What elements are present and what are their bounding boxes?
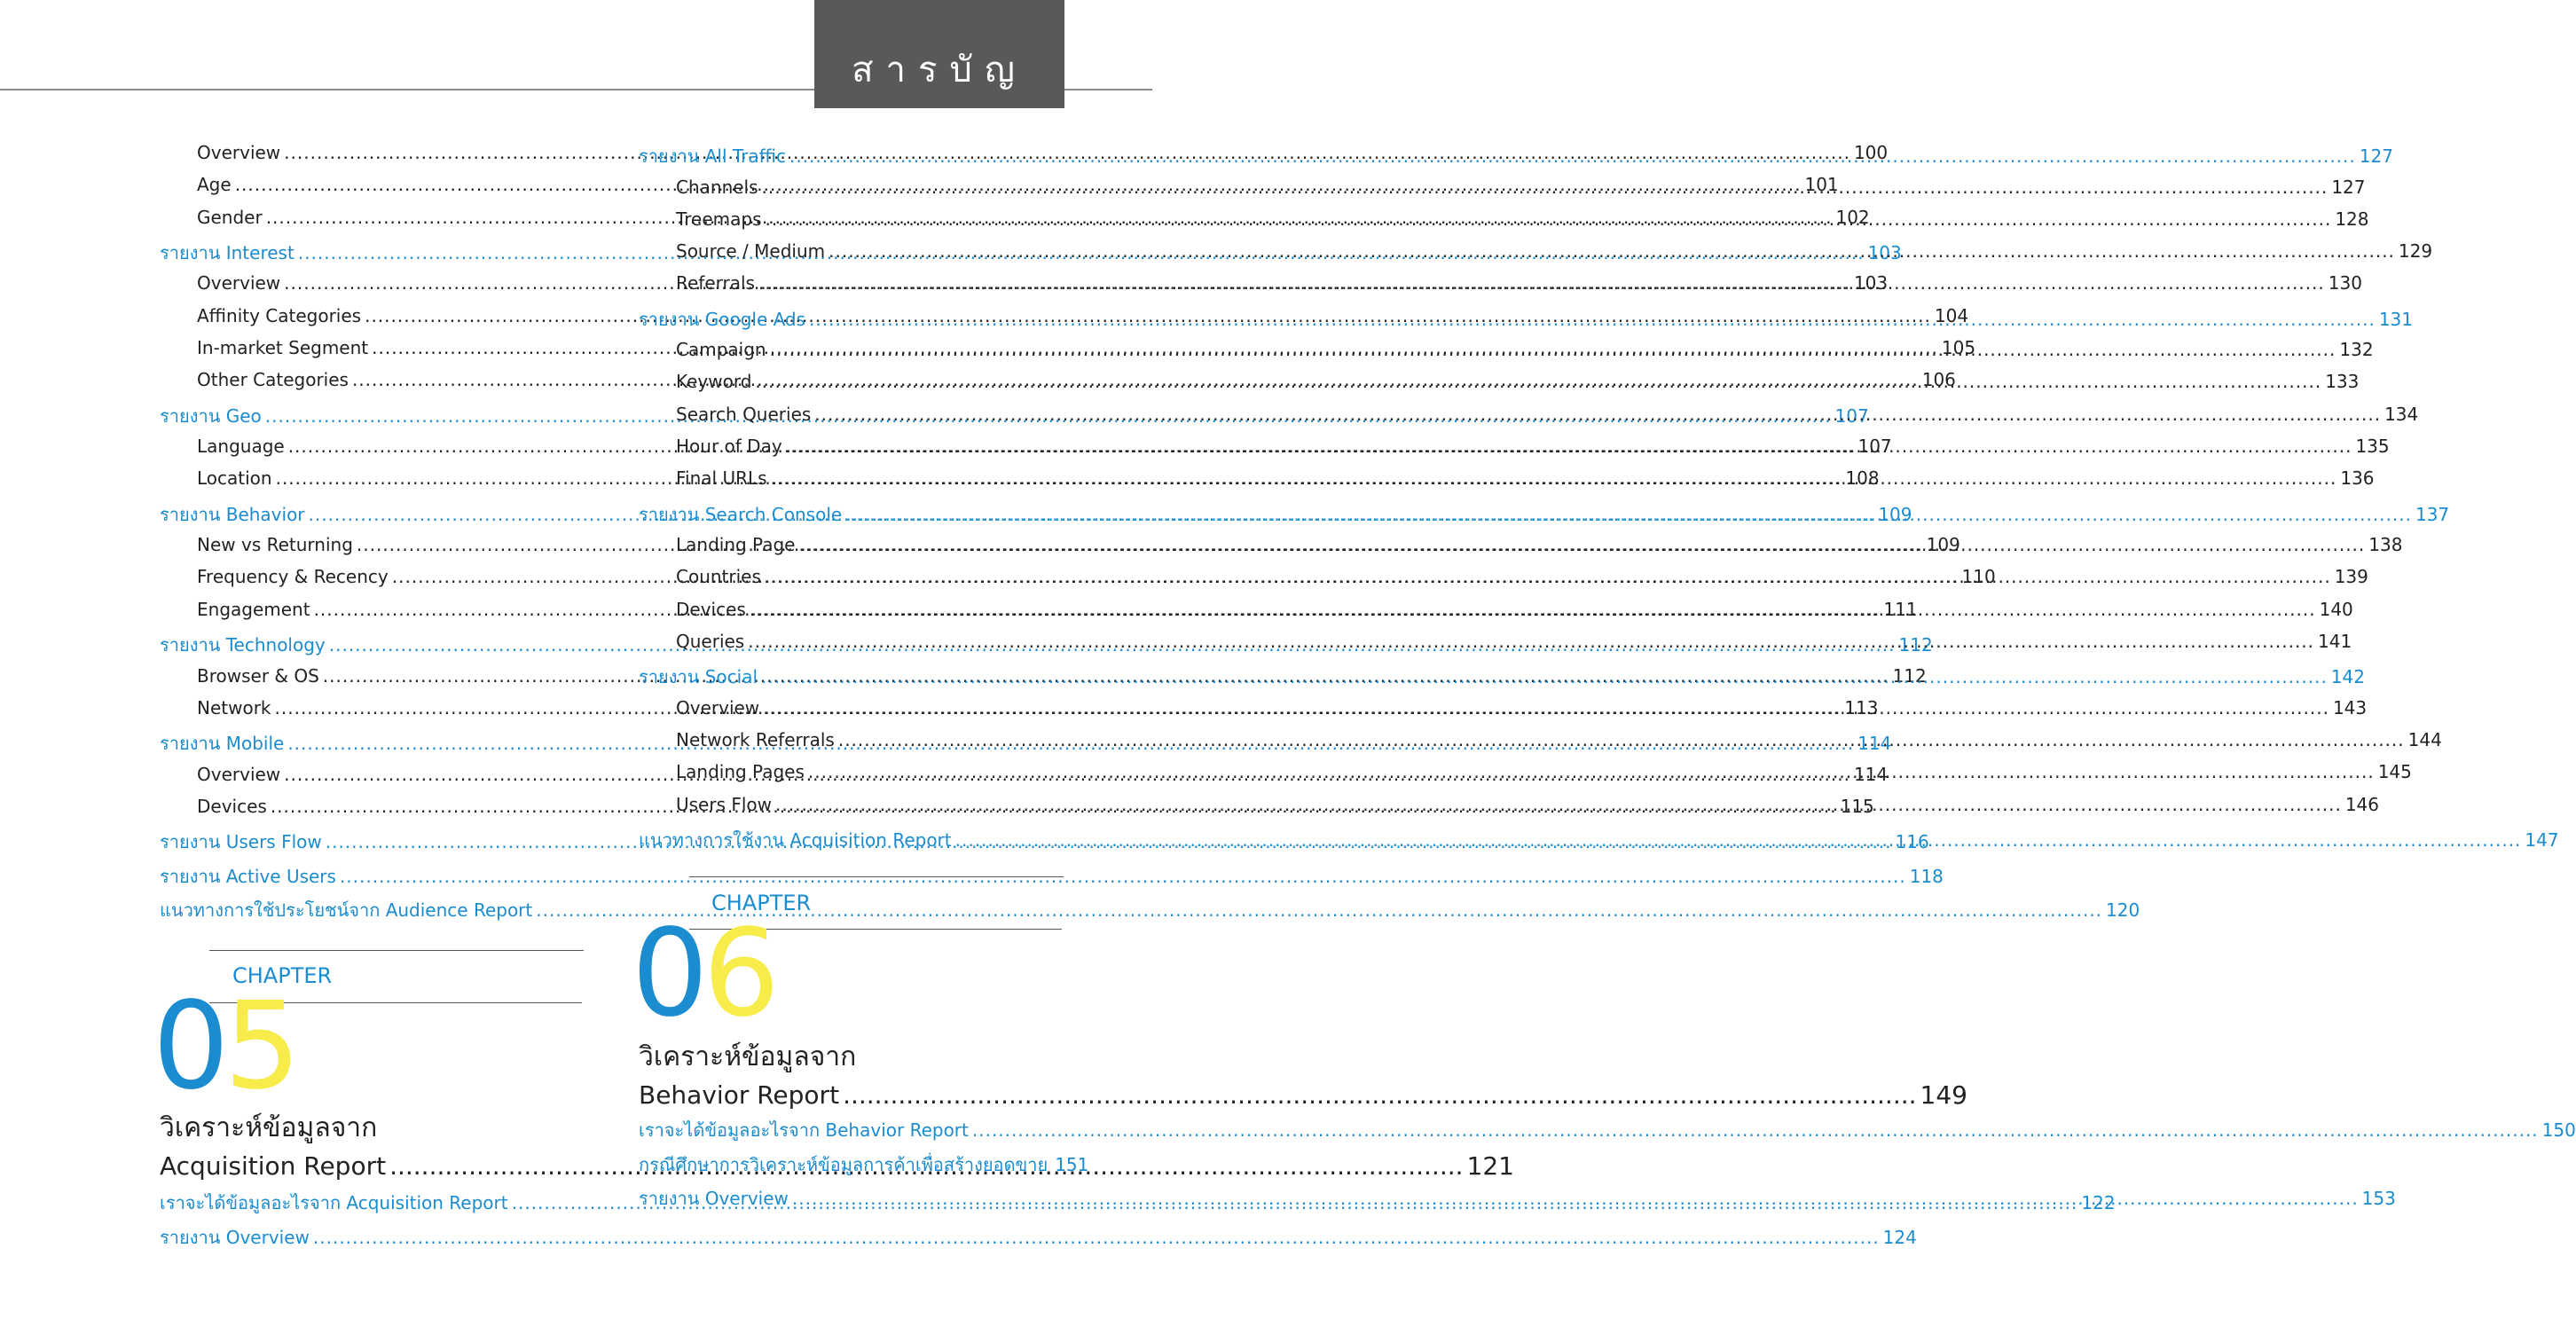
toc-entry-title: รายงาน All Traffic: [639, 145, 786, 167]
toc-entry-page: 115: [1840, 795, 1874, 817]
toc-section-entry[interactable]: [639, 1116, 2576, 1150]
toc-entry-page: 144: [2407, 729, 2442, 751]
leader-dots: [762, 177, 2329, 198]
toc-entry-page: 143: [2332, 696, 2368, 718]
toc-entry-title: รายงาน Overview: [160, 1226, 310, 1248]
toc-entry-page: 111: [1883, 598, 1918, 620]
leader-dots: [761, 666, 2328, 687]
leader-dots: [748, 631, 2314, 652]
toc-entry-page: 109: [1878, 503, 1912, 525]
toc-entry-page: 145: [2377, 761, 2412, 783]
leader-dots: [798, 534, 2365, 555]
leader-dots: [750, 599, 2316, 620]
toc-entry-title: Devices: [197, 795, 267, 817]
toc-entry-page: 113: [1844, 696, 1879, 718]
leader-dots: [843, 1080, 1916, 1110]
chapter-6-digit-2: 6: [703, 904, 775, 1044]
toc-entry-page: 135: [2355, 436, 2390, 458]
toc-entry-page: 104: [1934, 304, 1969, 326]
toc-entry-title: รายงาน Interest: [160, 241, 295, 263]
toc-entry-title: Users Flow: [676, 793, 773, 815]
leader-dots: [786, 436, 2352, 457]
toc-entry-page: 110: [1961, 566, 1996, 588]
toc-entry-title: กรณีศึกษาการวิเคราะห์ข้อมูลการค้าเพื่อสร้างยอดขาย: [639, 1153, 1048, 1175]
toc-section-entry[interactable]: [160, 1223, 1917, 1258]
toc-entry-page: 127: [2331, 176, 2366, 198]
toc-entry-title: Hour of Day: [676, 436, 782, 458]
toc-entry-page: 151: [1055, 1153, 1089, 1175]
toc-entry-page: 142: [2330, 666, 2365, 688]
toc-entry-title: Gender: [197, 206, 263, 228]
toc-entry-page: 120: [2106, 899, 2140, 922]
toc-entry-title: Browser & OS: [197, 664, 319, 687]
toc-entry-title: รายงาน Users Flow: [160, 831, 322, 853]
toc-entry-title: In-market Segment: [197, 336, 369, 358]
chapter-6-digit-1: 0: [632, 904, 703, 1044]
chapter-6-label: CHAPTER: [711, 891, 812, 915]
toc-entry-title: รายงาน Overview: [639, 1188, 789, 1209]
toc-entry-title: Overview: [197, 272, 281, 294]
toc-section-entry[interactable]: [160, 862, 1944, 897]
toc-entry-page: 107: [1834, 404, 1869, 427]
toc-entry-title: Channels: [676, 176, 758, 198]
toc-section-entry[interactable]: [639, 1150, 1089, 1185]
leader-dots: [955, 829, 2522, 851]
leader-dots: [808, 761, 2375, 782]
toc-entry-page: 102: [1835, 206, 1870, 228]
toc-entry-title: Overview: [197, 142, 281, 163]
toc-entry-page: 141: [2318, 631, 2352, 653]
toc-entry-page: 136: [2340, 467, 2375, 490]
toc-entry-title: Language: [197, 436, 285, 458]
toc-entry-page: 153: [2361, 1188, 2396, 1209]
leader-dots: [770, 336, 2336, 360]
leader-dots: [765, 566, 2331, 587]
toc-entry-title: Network Referrals: [676, 729, 835, 751]
chapter-5-number: [153, 977, 296, 1117]
toc-entry-page: 106: [1921, 369, 1956, 391]
leader-dots: [340, 866, 1906, 887]
toc-entry-title: รายงาน Social: [639, 666, 758, 688]
chapter-5-digit-1: 0: [153, 977, 224, 1117]
toc-entry-title: Landing Pages: [676, 761, 805, 783]
toc-entry-page: 101: [1804, 174, 1839, 196]
toc-entry-page: 147: [2525, 829, 2559, 852]
leader-dots: [775, 794, 2342, 815]
toc-entry-title: รายงาน Behavior: [160, 503, 305, 525]
toc-entry-title: Affinity Categories: [197, 304, 362, 326]
toc-entry-page: 132: [2339, 339, 2374, 361]
toc-entry-title: New vs Returning: [197, 534, 353, 556]
toc-entry-title: Other Categories: [197, 369, 349, 391]
title-box: [814, 0, 1064, 108]
toc-entry-title: รายงาน Mobile: [160, 733, 285, 755]
toc-entry-page: 107: [1857, 436, 1892, 458]
toc-entry-title: Referrals: [676, 272, 755, 294]
toc-entry-title: Age: [197, 174, 232, 196]
leader-dots: [845, 504, 2412, 525]
leader-dots: [771, 467, 2337, 489]
toc-entry-title: รายงาน Search Console: [639, 503, 843, 525]
toc-entry-title: รายงาน Google Ads: [639, 308, 806, 330]
toc-entry-page: 114: [1853, 763, 1889, 785]
leader-dots: [792, 1188, 2359, 1209]
toc-entry-page: 138: [2368, 534, 2403, 556]
toc-entry-page: 137: [2415, 503, 2450, 525]
toc-entry-page: 131: [2378, 308, 2414, 330]
toc-entry-page: 116: [1895, 831, 1929, 853]
toc-entry-title: Overview: [197, 763, 281, 785]
leader-dots: [755, 371, 2321, 392]
leader-dots: [972, 1119, 2539, 1141]
toc-entry-page: 114: [1857, 733, 1892, 755]
leader-dots: [838, 729, 2405, 750]
chapter-5-title-page: 121: [1466, 1151, 1514, 1181]
leader-dots: [313, 1227, 1880, 1248]
toc-entry-title: เราจะได้ข้อมูลอะไรจาก Acquisition Report: [160, 1192, 508, 1213]
leader-dots: [814, 404, 2381, 425]
toc-entry-title: Engagement: [197, 598, 310, 620]
toc-entry-page: 128: [2335, 208, 2369, 230]
toc-entry-title: รายงาน Geo: [160, 404, 262, 427]
chapter-6-title-line2: Behavior Report: [639, 1080, 840, 1110]
page-title: สารบัญ: [852, 50, 1027, 90]
toc-entry-page: 139: [2334, 566, 2368, 588]
toc-entry-title: Treemaps: [676, 208, 762, 230]
toc-entry-page: 129: [2398, 240, 2433, 263]
toc-entry-page: 118: [1909, 865, 1944, 887]
toc-entry-page: 124: [1882, 1226, 1917, 1248]
toc-entry-title: Queries: [676, 631, 745, 653]
leader-dots: [789, 145, 2356, 167]
leader-dots: [809, 309, 2376, 330]
toc-entry-title: Search Queries: [676, 403, 812, 425]
chapter-5-label: CHAPTER: [232, 963, 333, 988]
toc-entry-page: 146: [2344, 793, 2379, 815]
toc-entry-title: Countries: [676, 566, 761, 588]
toc-entry-page: 130: [2328, 272, 2362, 294]
toc-entry-page: 150: [2541, 1119, 2576, 1141]
leader-dots: [758, 272, 2325, 294]
toc-entry-page: 103: [1853, 272, 1889, 294]
toc-entry-page: 109: [1926, 534, 1960, 556]
toc-entry-page: 133: [2325, 371, 2360, 393]
toc-entry-title: Final URLs: [676, 467, 767, 490]
toc-entry-title: รายงาน Active Users: [160, 865, 336, 887]
toc-entry-page: 127: [2359, 145, 2393, 167]
toc-entry-page: 105: [1941, 336, 1976, 358]
toc-entry-page: 108: [1845, 467, 1880, 490]
chapter-5-rule-top: [209, 950, 584, 951]
toc-entry-title: แนวทางการใช้ประโยชน์จาก Audience Report: [160, 899, 533, 922]
toc-entry-page: 112: [1898, 634, 1933, 656]
chapter-5-title-line2: Acquisition Report: [160, 1151, 387, 1181]
toc-entry-title: Frequency & Recency: [197, 566, 389, 588]
toc-entry-title: เราจะได้ข้อมูลอะไรจาก Behavior Report: [639, 1119, 969, 1141]
toc-entry-title: Devices: [676, 598, 746, 620]
toc-entry-page: 103: [1867, 241, 1902, 263]
toc-entry-title: Source / Medium: [676, 240, 826, 263]
chapter-6-rule-top: [689, 876, 1064, 877]
chapter-6-title-line1: วิเคราะห์ข้อมูลจาก: [639, 1041, 857, 1072]
toc-entry-title: แนวทางการใช้งาน Acquisition Report: [639, 829, 952, 852]
toc-entry-title: รายงาน Technology: [160, 634, 326, 656]
chapter-5-title-line1: วิเคราะห์ข้อมูลจาก: [160, 1112, 378, 1143]
toc-entry-page: 140: [2319, 598, 2353, 620]
toc-entry-title: Overview: [676, 696, 760, 718]
toc-entry-page: 134: [2384, 403, 2419, 425]
toc-entry-title: Landing Page: [676, 534, 796, 556]
chapter-6-number: [632, 904, 775, 1044]
chapter-6-title-row[interactable]: [639, 1080, 1967, 1110]
toc-entry-title: Network: [197, 696, 271, 718]
leader-dots: [829, 240, 2395, 262]
leader-dots: [763, 697, 2329, 718]
chapter-5-entries: [160, 1189, 2116, 1257]
chapter-5-digit-2: 5: [224, 977, 296, 1117]
leader-dots: [766, 208, 2332, 230]
toc-entry-title: Campaign: [676, 339, 766, 361]
chapter-6-title-page: 149: [1920, 1080, 1967, 1110]
toc-entry-page: 100: [1853, 142, 1889, 163]
toc-entry-title: Keyword: [676, 371, 752, 393]
toc-entry-title: Location: [197, 467, 272, 490]
toc-entry-page: 122: [2081, 1192, 2116, 1213]
toc-entry-page: 112: [1892, 664, 1927, 687]
